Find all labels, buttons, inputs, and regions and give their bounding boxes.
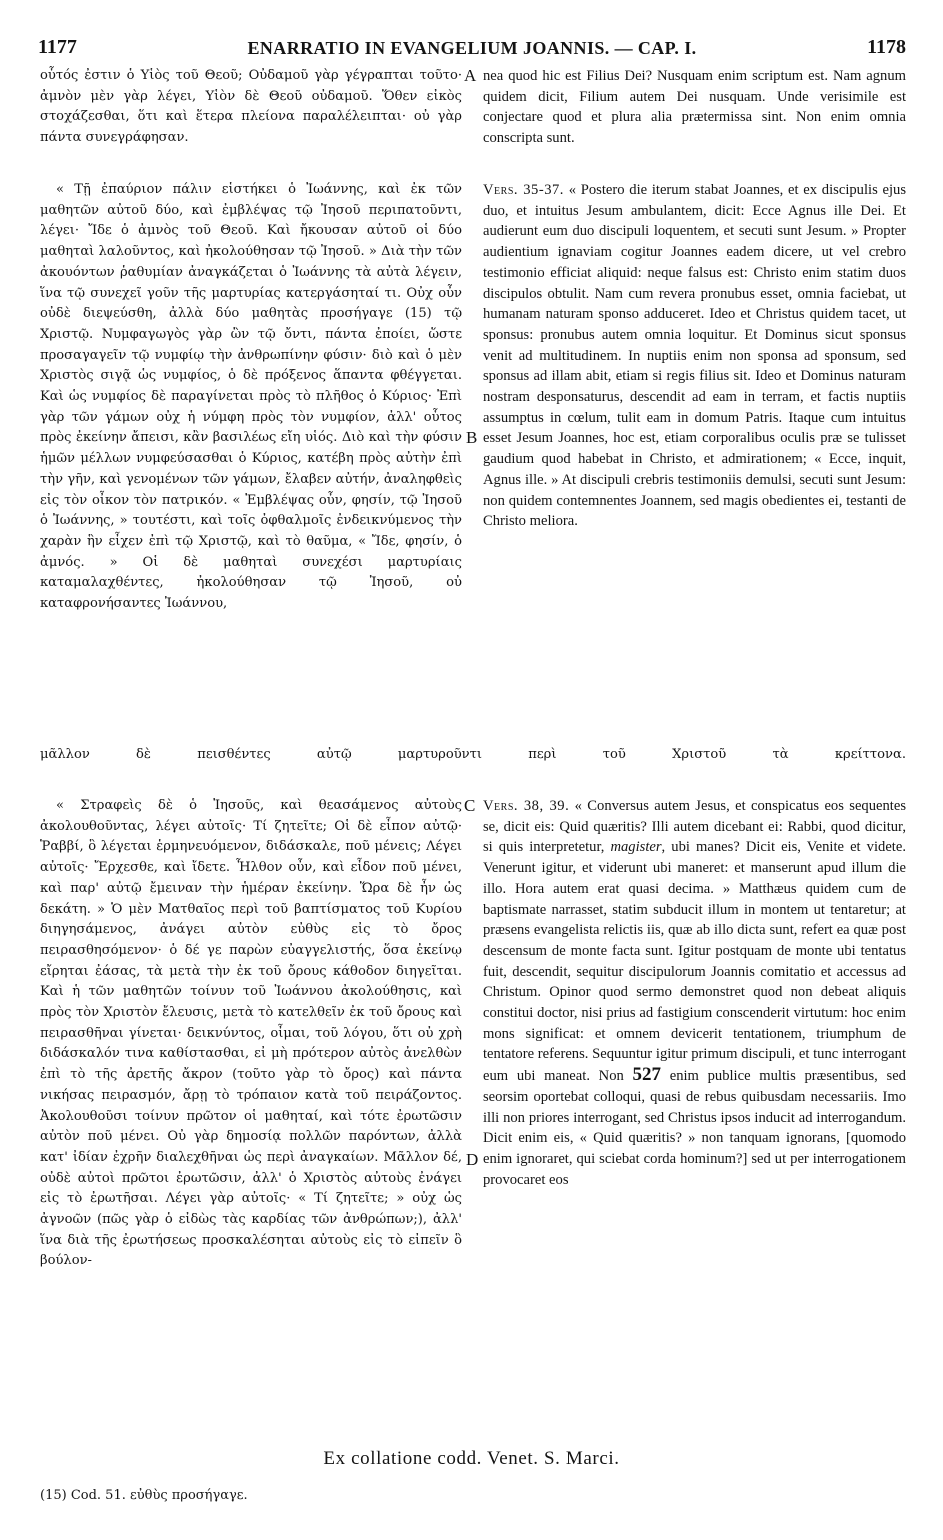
verse-reference: Vers. 35-37.	[483, 182, 564, 198]
margin-marker-a: A	[464, 66, 477, 85]
greek-column-section-3	[40, 796, 462, 1272]
greek-paragraph: « Στραφεὶς δὲ ὁ Ἰησοῦς, καὶ θεασάμενος αὐτοὺς ἀκολουθοῦντας, λέγει αὐτοῖς· Τί ζητεῖτε; Οἱ δὲ εἶπον αὐτῷ· Ῥαββί, ὃ λέγεται ἑρμηνευόμενον, διδάσκαλε, ποῦ μένεις; Λέγει αὐτοῖς· Ἔρχεσθε, καὶ ἴδετε. Ἦλθον οὖν, καὶ εἶδον ποῦ μένει, καὶ παρ' αὐτῷ ἔμειναν τὴν ἡμέραν ἐκείνην. Ὥρα δὲ ἦν ὡς δεκάτη. » Ὁ μὲν Ματθαῖος περὶ τοῦ βαπτίσματος τοῦ Κυρίου διηγησάμενος, ἀνάγει αὐτὸν εὐθὺς εἰς τὸ ὄρος πειρασθησόμενον· ὁ δέ γε παρὼν εὐαγγελιστής, ὅσα ἐκείνῳ εἴρηται ἐάσας, τὰ μετὰ τὴν ἐκ τοῦ ὄρους κάθοδον διηγεῖται. Καὶ ἡ τῶν μαθητῶν τοίνυν τοῦ Ἰωάννου ἀκολούθησις, καὶ πρὸς τὸν Χριστὸν ἔλευσις, μετὰ τὸ κατελθεῖν ἐκ τοῦ ὄρους καὶ πειρασθῆναι γίνεται· δεικνύντος, οἶμαι, τοῦ λόγου, ὅτι οὐ χρὴ διδάσκαλόν τινα καθίστασθαι, εἰ μὴ πρότερον αὐτὸς ἀνελθὼν ἐπὶ τὸ τῆς ἀρετῆς ἄκρον (τοῦτο γὰρ τὸ ὄρος) καὶ πάντα νικήσας πειρασμόν, ἄρῃ τὸ τρόπαιον κατὰ τοῦ πειράζοντος. Ἀκολουθοῦσι τοίνυν πρῶτον οἱ μαθηταί, καὶ τότε ἐρωτῶσιν αὐτὸν ποῦ μένει. Οὐ γὰρ δημοσίᾳ πολλῶν παρόντων, ἀλλὰ κατ' ἰδίαν ἐχρῆν διαλεχθῆναι ὡς περὶ ἀναγκαίων. Μᾶλλον δέ, οὐδὲ αὐτοὶ πρῶτοι ἐρωτῶσιν, ἀλλ' ὁ Χριστὸς αὐτοὺς ἐνάγει εἰς τὸ ἐρωτῆσαι. Λέγει γὰρ αὐτοῖς· « Τί ζητεῖτε; » οὐχ ὡς ἀγνοῶν (πῶς γὰρ ὁ εἰδὼς τὰς καρδίας τῶν ἀνθρώπων;), ἀλλ' ἵνα διὰ τῆς ἐρωτήσεως προσκαλέσηται αὐτοὺς εἰς τὸ εἰπεῖν ὃ βούλον-	[40, 798, 462, 1269]
page-number-left: 1177	[38, 36, 77, 58]
margin-marker-d: D	[466, 1150, 479, 1169]
latin-paragraph: « Postero die iterum stabat Joannes, et ex discipulis ejus duo, et intuitus Jesum ambulantem, dicit: Ecce Agnus ille Dei. Et audierunt eum duo discipuli loquentem, et secuti sunt Jesum. » Propter audientium ignaviam cogitur Joannes eadem dicere, ut vel crebro testimonio efficiat aliquid: neque falsus est: Christo enim statim duos discipulos obtulit. Nam cum revera pronubus esset, omnia faciebat, ut humanam naturam sponso adduceret. Ideo et Christus quidem tacet, ut sponsus: pronubus autem omnia loquitur. Et Dominus sicut sponsus venit ad multitudinem. In nuptiis enim non sponsa ad sponsum, sed sponsus ad illam abit, etiam si regis filius sit. Ideo et Dominus naturam nostram desponsaturus, descendit ad eam in terram, et factis nuptiis assumptus in cœlum, tulit eam in domum Patris. Itaque cum intuitus esset Jesum Joannes, hoc est, etiam corporalibus oculis præ se tulisset gaudium quod habebat in Christo, et admirationem; « Ecce, inquit, Agnus ille. » At discipuli crebris testimoniis demulsi, secuti sunt Jesum: non quidem contemnentes Joannem, sed magis obedientes ei, testanti de Christo meliora.	[483, 182, 907, 530]
running-title: ENARRATIO IN EVANGELIUM JOANNIS. — CAP. I.	[247, 38, 697, 58]
latin-paragraph: nea quod hic est Filius Dei? Nusquam enim scriptum est. Nam agnum quidem dicit, Filium autem Dei nusquam. Unde verisimile est conjectare quod et plura alia prætermissa sint. Non enim omnia conscripta sunt.	[483, 68, 906, 147]
margin-marker-b: B	[466, 428, 478, 447]
latin-column-section-3	[483, 796, 906, 1190]
greek-column-section-1	[40, 66, 462, 149]
bridge-text: μᾶλλον δὲ πεισθέντες αὐτῷ μαρτυροῦντι περὶ τοῦ Χριστοῦ τὰ κρείττονα.	[40, 747, 906, 762]
latin-column-section-1	[483, 66, 906, 149]
page-number-right: 1178	[867, 36, 906, 58]
page-header	[38, 36, 906, 64]
greek-paragraph: « Τῇ ἐπαύριον πάλιν εἱστήκει ὁ Ἰωάννης, καὶ ἐκ τῶν μαθητῶν αὐτοῦ δύο, καὶ ἐμβλέψας τῷ Ἰησοῦ περιπατοῦντι, λέγει· Ἴδε ὁ ἀμνὸς τοῦ Θεοῦ. Καὶ ἤκουσαν αὐτοῦ οἱ δύο μαθηταὶ λαλοῦντος, καὶ ἠκολούθησαν τῷ Ἰησοῦ. » Διὰ τὴν τῶν ἀκουόντων ῥαθυμίαν ἀναγκάζεται ὁ Ἰωάννης τὰ αὐτὰ λέγειν, ἵνα τῷ συνεχεῖ γοῦν τῆς μαρτυρίας κατεργάσηταί τι. Οὐχ οὖν οὐδὲ διεψεύσθη, ἀλλὰ δύο μαθητὰς προσήγαγε (15) τῷ Χριστῷ. Νυμφαγωγὸς γὰρ ὢν τῷ ὄντι, πάντα ἐποίει, ὥστε προσαγαγεῖν τῷ νυμφίῳ τὴν ἀνθρωπίνην φύσιν· διὸ καὶ ὁ μὲν Χριστὸς σιγᾷ ὡς νυμφίος, ὁ δὲ πρόξενος ἅπαντα φθέγγεται. Καὶ ὡς νυμφίος δὲ παραγίνεται πρὸς τὸ πλῆθος ὁ Κύριος· Ἐπὶ γὰρ τῶν γάμων οὐχ ἡ νύμφη πρὸς τὸν νυμφίον, ἀλλ' οὗτος πρὸς ἐκείνην ἄπεισι, κἂν βασιλέως εἴη υἱός. Διὸ καὶ τὴν φύσιν ἡμῶν μέλλων νυμφεύσασθαι ὁ Κύριος, κατέβη πρὸς αὐτὴν ἐπὶ τὴν γῆν, καὶ γενομένων τῶν γάμων, ἔλαβεν αὐτήν, ἀναληφθεὶς εἰς τὸν οἶκον τὸν πατρικόν. « Ἐμβλέψας οὖν, φησίν, τῷ Ἰησοῦ ὁ Ἰωάννης, » τουτέστι, καὶ τοῖς ὀφθαλμοῖς ἐνδεικνύμενος τὴν χαρὰν ἣν εἶχεν ἐπὶ τῷ Χριστῷ, καὶ τὸ θαῦμα, « Ἴδε, φησίν, ὁ ἀμνός. » Οἱ δὲ μαθηταὶ συνεχέσι μαρτυρίαις καταμαλαχθέντες, ἠκολούθησαν τῷ Ἰησοῦ, οὐ καταφρονήσαντες Ἰωάννου,	[40, 182, 462, 612]
greek-column-section-2	[40, 180, 462, 615]
latin-text: enim publice multis præsentibus, sed seorsim oportebat colloqui, quasi de rebus quibusdam necessariis. Imo illi non priores interrogant, sed Christus ipsos inducit ad interrogandum. Dicit enim eis, « Quid quæritis? » non tanquam ignorans, [quomodo enim ignoraret, qui sciebat corda hominum?] sed ut per interrogationem provocaret eos	[483, 1068, 906, 1188]
latin-text: « Conversus autem Jesus, et conspicatus eos sequentes se, dicit eis: Quid quæritis? Illi autem dicebant ei: Rabbi, quod dicitur, si quis interpretetur,	[483, 798, 907, 856]
collation-note: Ex collatione codd. Venet. S. Marci.	[323, 1448, 620, 1469]
margin-marker-c: C	[464, 796, 476, 815]
verse-reference: Vers. 38, 39.	[483, 798, 570, 814]
greek-paragraph: οὗτός ἐστιν ὁ Υἱὸς τοῦ Θεοῦ; Οὐδαμοῦ γὰρ γέγραπται τοῦτο· ἀμνὸν μὲν γὰρ λέγει, Υἱὸν δὲ Θεοῦ οὐδαμοῦ. Ὅθεν εἰκὸς στοχάζεσθαι, ὅτι καὶ ἕτερα πλείονα παραλέλειπται· οὐ γὰρ πάντα συνεγράφησαν.	[40, 68, 462, 146]
latin-column-section-2	[483, 180, 906, 532]
full-width-bridge-line	[40, 745, 906, 766]
latin-text: , ubi manes? Dicit eis, Venite et videte. Venerunt igitur, et viderunt ubi maneret: et manserunt apud illum die illo. Hora autem erat quasi decima. » Matthæus quidem cum de baptismate narrasset, statim subducit illum in montem ut tentaretur; at præsens evangelista relictis iis, quæ ab illo dicta sunt, refert ea quæ post descensum de monte facta sunt. Igitur postquam de monte ubi tentatus fuit, descendit, sequitur discipulorum Joannis comitatio et accessus ad Christum. Opinor quod sermo demonstret quod non debeat aliquis constitui doctor, nisi prius ad fastigium conscenderit virtutum: hoc enim mons significat: et omnem devicerit tentationem, triumphum de tentatore referens. Sequuntur igitur primum discipuli, et tunc interrogant eum ubi maneat. Non	[483, 839, 906, 1085]
column-number: 527	[632, 1064, 662, 1086]
footnote: (15) Cod. 51. εὐθὺς προσήγαγε.	[40, 1488, 248, 1503]
latin-italic-word: magister	[610, 839, 662, 856]
